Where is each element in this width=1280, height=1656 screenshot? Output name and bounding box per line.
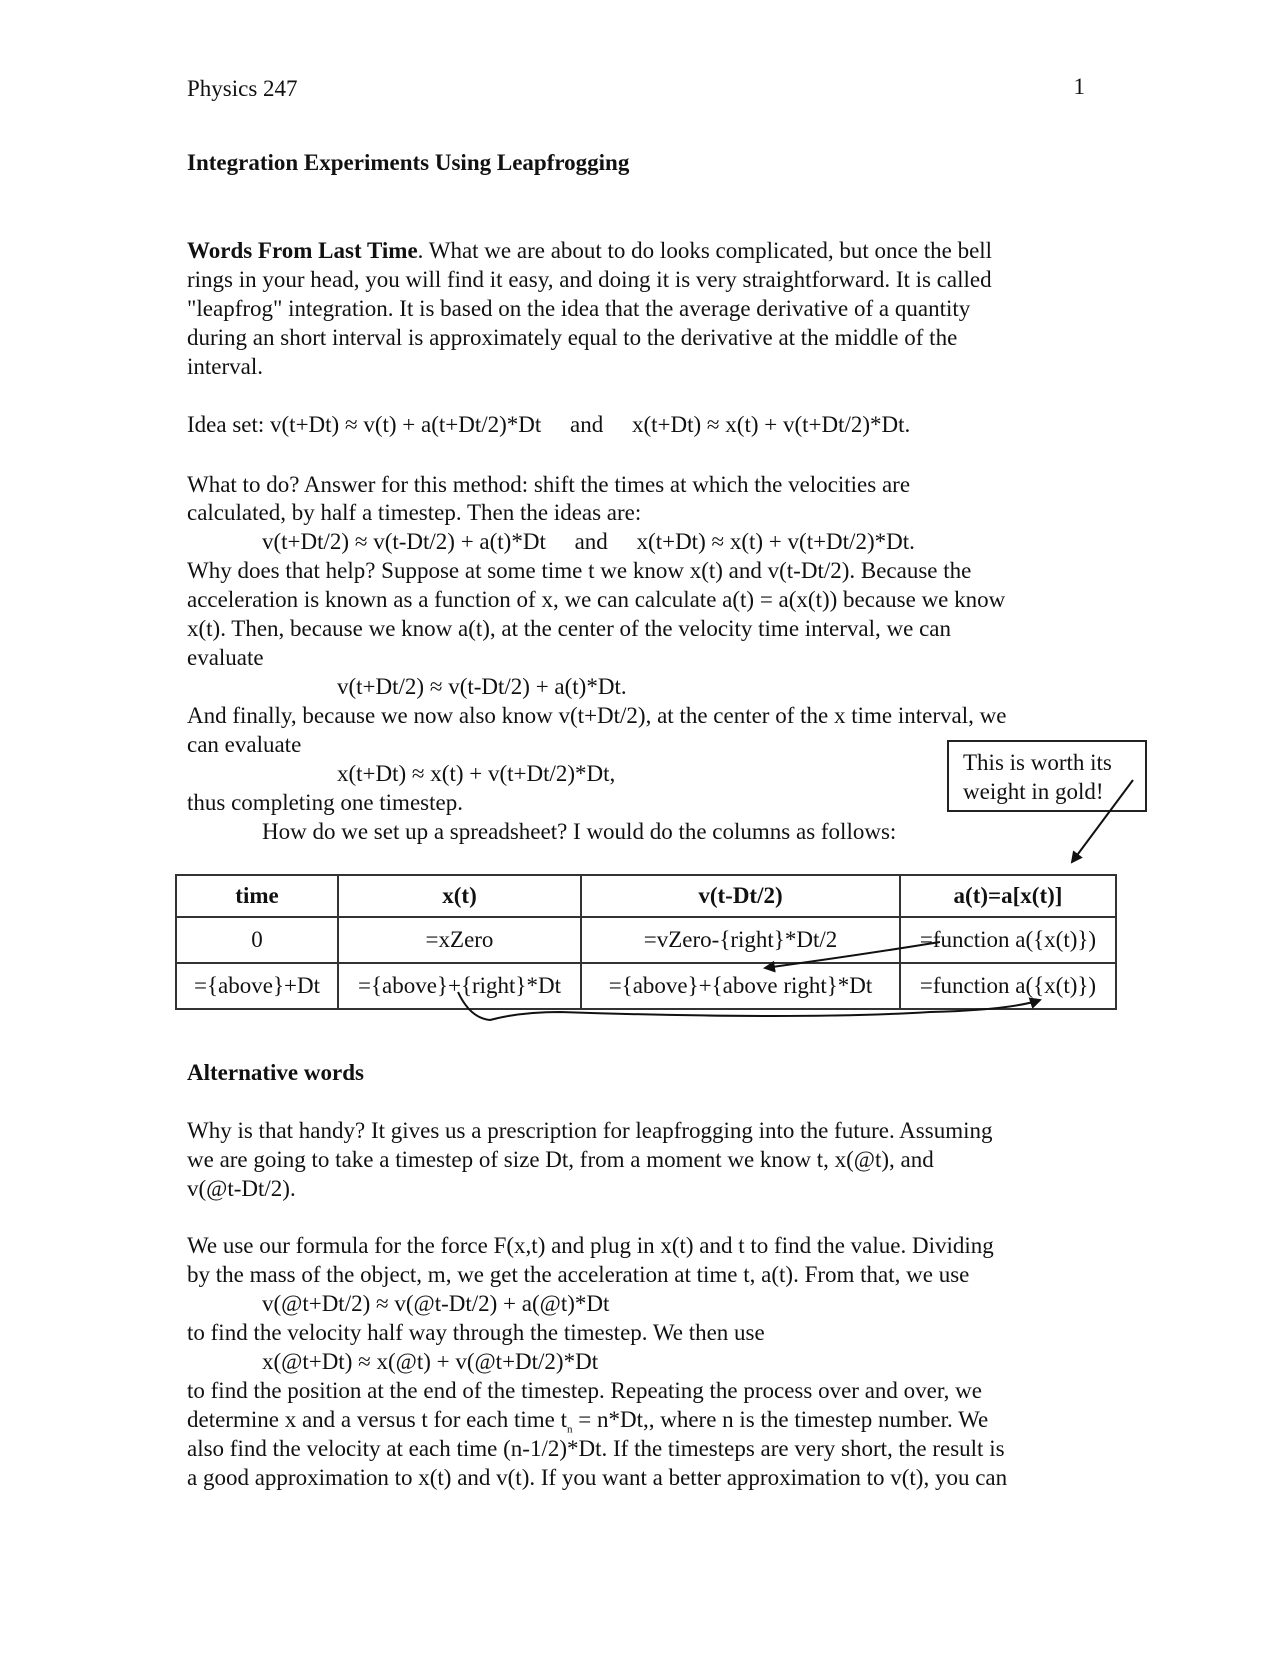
cell-x-1: ={above}+{right}*Dt: [338, 963, 581, 1009]
cell-a-1: =function a({x(t)}): [900, 963, 1116, 1009]
cell-time-0: 0: [176, 917, 338, 963]
course-header: Physics 247: [187, 76, 298, 101]
what-line-10: How do we set up a spreadsheet? I would do the columns as follows:: [262, 819, 897, 844]
what-line-6: evaluate: [187, 645, 264, 670]
intro-line-5: interval.: [187, 354, 263, 379]
callout-line-1: This is worth its: [963, 750, 1112, 775]
alt-p2-equation-1: v(@t+Dt/2) ≈ v(@t-Dt/2) + a(@t)*Dt: [262, 1291, 610, 1316]
alt-p1-line-2: we are going to take a timestep of size Dt, from a moment we know t, x(@t), and: [187, 1147, 934, 1172]
intro-line-3: "leapfrog" integration. It is based on the idea that the average derivative of a quantity: [187, 296, 971, 321]
what-line-5: x(t). Then, because we know a(t), at the center of the velocity time interval, we can: [187, 616, 952, 641]
header-x: x(t): [338, 875, 581, 917]
what-line-1: What to do? Answer for this method: shift the times at which the velocities are: [187, 472, 911, 497]
cell-a-0: =function a({x(t)}): [900, 917, 1116, 963]
alt-p2-line-1: We use our formula for the force F(x,t) and plug in x(t) and t to find the value. Dividing: [187, 1233, 994, 1258]
cell-v-1: ={above}+{above right}*Dt: [581, 963, 900, 1009]
what-line-3: Why does that help? Suppose at some time t we know x(t) and v(t-Dt/2). Because the: [187, 558, 972, 583]
what-line-8: can evaluate: [187, 732, 302, 757]
what-line-9: thus completing one timestep.: [187, 790, 463, 815]
what-equation-3: x(t+Dt) ≈ x(t) + v(t+Dt/2)*Dt,: [337, 761, 616, 786]
intro-heading: Words From Last Time: [187, 238, 418, 263]
alt-p2-equation-2: x(@t+Dt) ≈ x(@t) + v(@t+Dt/2)*Dt: [262, 1349, 599, 1374]
idea-set: Idea set: v(t+Dt) ≈ v(t) + a(t+Dt/2)*Dt and x(t+Dt) ≈ x(t) + v(t+Dt/2)*Dt.: [187, 412, 911, 437]
alt-p1-line-1: Why is that handy? It gives us a prescription for leapfrogging into the future. Assuming: [187, 1118, 993, 1143]
alt-p2-line-4: to find the position at the end of the timestep. Repeating the process over and over, we: [187, 1378, 982, 1403]
what-equation: v(t+Dt/2) ≈ v(t-Dt/2) + a(t)*Dt and x(t+Dt) ≈ x(t) + v(t+Dt/2)*Dt.: [262, 529, 915, 554]
document-title: Integration Experiments Using Leapfrogging: [187, 150, 630, 175]
feedback-arrow: [765, 942, 940, 968]
alt-p2-line-2: by the mass of the object, m, we get the acceleration at time t, a(t). From that, we use: [187, 1262, 970, 1287]
intro-line-4: during an short interval is approximately equal to the derivative at the middle of the: [187, 325, 958, 350]
alt-p1-line-3: v(@t-Dt/2).: [187, 1176, 296, 1201]
cell-v-0: =vZero-{right}*Dt/2: [581, 917, 900, 963]
bracket-arrow: [458, 992, 1040, 1020]
what-equation-2: v(t+Dt/2) ≈ v(t-Dt/2) + a(t)*Dt.: [337, 674, 627, 699]
cell-x-0: =xZero: [338, 917, 581, 963]
what-line-4: acceleration is known as a function of x, we can calculate a(t) = a(x(t)) because we know: [187, 587, 1006, 612]
intro-text: . What we are about to do looks complicated, but once the bell: [417, 238, 993, 263]
alt-p2-line-3: to find the velocity half way through the timestep. We then use: [187, 1320, 765, 1345]
alt-heading: Alternative words: [187, 1060, 364, 1085]
intro-line-2: rings in your head, you will find it easy, and doing it is very straightforward. It is called: [187, 267, 992, 292]
header-a: a(t)=a[x(t)]: [900, 875, 1116, 917]
what-line-2: calculated, by half a timestep. Then the ideas are:: [187, 500, 642, 525]
what-line-7: And finally, because we now also know v(t+Dt/2), at the center of the x time interval, we: [187, 703, 1007, 728]
callout-arrow: [1072, 780, 1133, 862]
alt-p2-line-5-sub: n: [567, 1423, 573, 1436]
alt-p2-line-7: a good approximation to x(t) and v(t). If you want a better approximation to v(t), you can: [187, 1465, 1008, 1490]
alt-p2-line-6: also find the velocity at each time (n-1/2)*Dt. If the timesteps are very short, the result is: [187, 1436, 1005, 1461]
cell-time-1: ={above}+Dt: [176, 963, 338, 1009]
header-v: v(t-Dt/2): [581, 875, 900, 917]
header-time: time: [176, 875, 338, 917]
alt-p2-line-5-a: determine x and a versus t for each time t: [187, 1407, 567, 1432]
page-number: 1: [1073, 74, 1085, 99]
alt-p2-line-5-b: = n*Dt,, where n is the timestep number. We: [572, 1407, 989, 1432]
callout-line-2: weight in gold!: [963, 779, 1104, 804]
